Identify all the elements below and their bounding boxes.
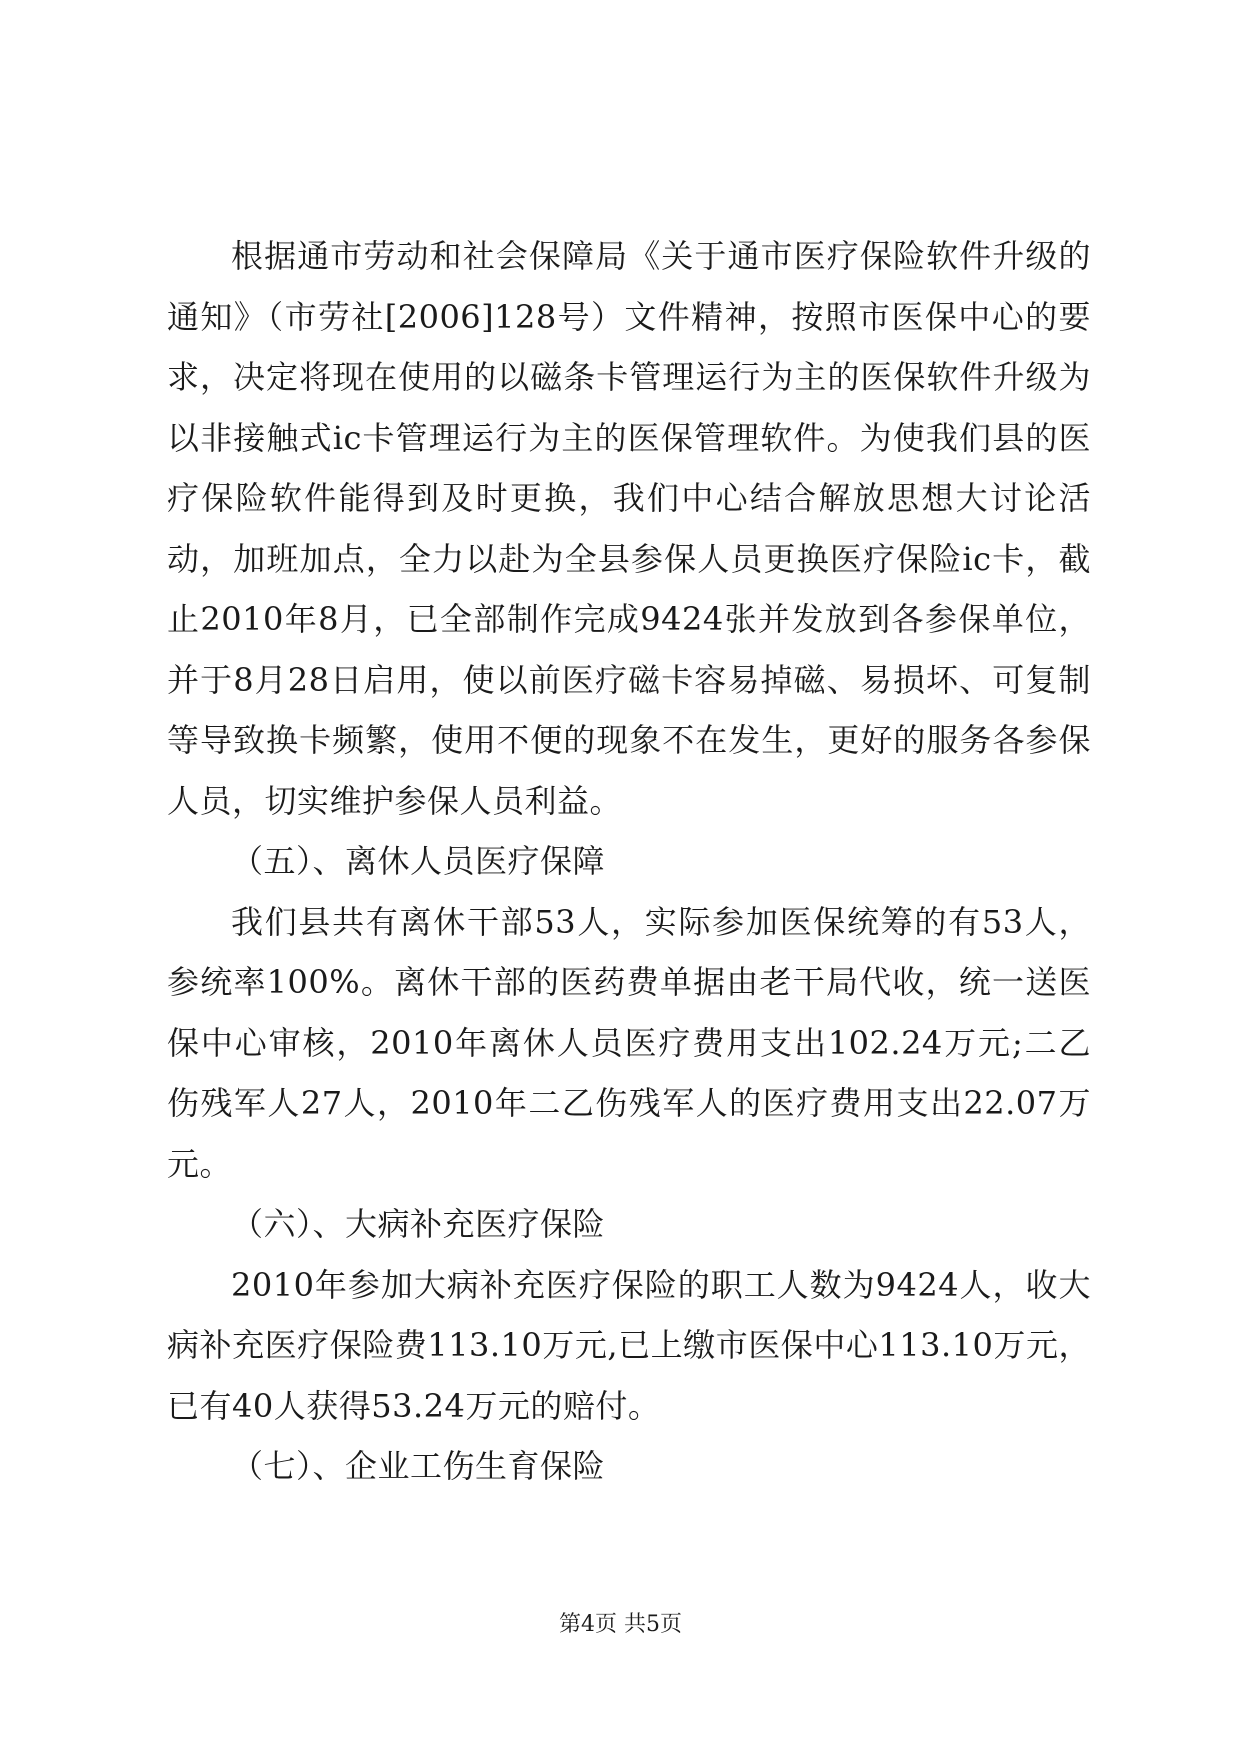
paragraph-retiree-medical: 我们县共有离休干部53人，实际参加医保统筹的有53人，参统率100%。离休干部的医药费单据由老干局代收，统一送医保中心审核，2010年离休人员医疗费用支出102.24万元;二乙伤残军人27人，2010年二乙伤残军人的医疗费用支出22.07万元。 <box>167 902 1091 1183</box>
paragraph-ic-card-upgrade: 根据通市劳动和社会保障局《关于通市医疗保险软件升级的通知》（市劳社[2006]128号）文件精神，按照市医保中心的要求，决定将现在使用的以磁条卡管理运行为主的医保软件升级为以非接触式ic卡管理运行为主的医保管理软件。为使我们县的医疗保险软件能得到及时更换，我们中心结合解放思想大讨论活动，加班加点，全力以赴为全县参保人员更换医疗保险ic卡，截止2010年8月，已全部制作完成9424张并发放到各参保单位，并于8月28日启用，使以前医疗磁卡容易掉磁、易损坏、可复制等导致换卡频繁，使用不便的现象不在发生，更好的服务各参保人员，切实维护参保人员利益。 <box>167 237 1091 820</box>
section-heading-major-illness: （六）、大病补充医疗保险 <box>231 1205 606 1243</box>
page-footer: 第4页 共5页 <box>559 1612 682 1637</box>
paragraph-major-illness: 2010年参加大病补充医疗保险的职工人数为9424人，收大病补充医疗保险费113.10万元,已上缴市医保中心113.10万元，已有40人获得53.24万元的赔付。 <box>167 1265 1091 1425</box>
document-body <box>167 226 1091 1497</box>
section-heading-retiree-medical: （五）、离休人员医疗保障 <box>231 842 606 880</box>
section-heading-work-injury-maternity: （七）、企业工伤生育保险 <box>231 1447 606 1485</box>
